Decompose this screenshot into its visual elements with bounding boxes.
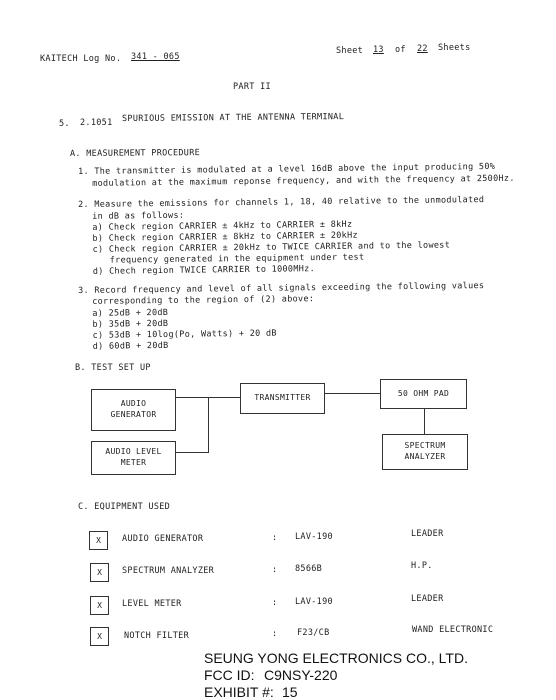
footer-company: SEUNG YONG ELECTRONICS CO., LTD. — [204, 650, 468, 666]
setup-heading: B. TEST SET UP — [75, 363, 151, 373]
step-3-item-b: b) 35dB + 20dB — [92, 318, 169, 330]
step-2-item-a: a) Check region CARRIER ± 4kHz to CARRIER ± 8kHz — [92, 219, 353, 233]
log-number: 341 - 065 — [131, 52, 180, 62]
section-code: 2.1051 — [80, 118, 113, 128]
step-2-line-2: in dB as follows: — [92, 210, 185, 222]
footer-exhibit-label: EXHIBIT #: — [204, 684, 274, 700]
spectrum-analyzer-block: SPECTRUM ANALYZER — [382, 434, 468, 470]
step-3-line-1: 3. Record frequency and level of all signals exceeding the following values — [77, 281, 485, 296]
step-2-item-c: c) Check region CARRIER ± 20kHz to TWICE CARRIER and to the lowest — [92, 240, 451, 255]
equipment-model: 8566B — [295, 564, 323, 574]
equipment-checkbox: X — [90, 563, 109, 582]
equipment-name: NOTCH FILTER — [124, 631, 190, 641]
connector-vertical-meter — [208, 397, 209, 453]
equipment-heading: C. EQUIPMENT USED — [78, 502, 171, 512]
equipment-name: SPECTRUM ANALYZER — [122, 566, 215, 576]
sheet-number: 13 — [373, 45, 384, 55]
step-3-item-c: c) 53dB + 10log(Po, Watts) + 20 dB — [92, 328, 277, 341]
equipment-checkbox: X — [90, 627, 109, 646]
sheet-of-label: of — [395, 45, 406, 55]
pad-block: 50 OHM PAD — [380, 379, 467, 409]
audio-generator-block: AUDIO GENERATOR — [91, 389, 176, 431]
equipment-colon: : — [272, 629, 278, 639]
equipment-model: LAV-190 — [295, 597, 333, 607]
step-2-item-c-cont: frequency generated in the equipment under test — [109, 252, 365, 266]
step-1-line-2: modulation at the maximum reponse frequency, and with the frequency at 2500Hz. — [92, 173, 515, 189]
connector-transmitter-pad — [325, 393, 380, 394]
step-3-item-a: a) 25dB + 20dB — [92, 307, 169, 319]
footer-exhibit-number: 15 — [282, 684, 298, 700]
equipment-model: LAV-190 — [295, 532, 333, 542]
connector-meter-horizontal — [176, 452, 209, 453]
equipment-colon: : — [272, 533, 278, 543]
equipment-maker: LEADER — [411, 594, 444, 604]
step-1-line-1: 1. The transmitter is modulated at a level 16dB above the input producing 50% — [77, 161, 496, 177]
step-2-item-b: b) Check region CARRIER ± 8kHz to CARRIER ± 20kHz — [92, 230, 358, 244]
connector-pad-analyzer — [424, 409, 425, 434]
equipment-maker: LEADER — [411, 529, 444, 539]
equipment-maker: H.P. — [411, 561, 433, 571]
step-2-line-1: 2. Measure the emissions for channels 1, 18, 40 relative to the unmodulated — [77, 195, 485, 210]
step-2-item-d: d) Chech region TWICE CARRIER to 1000MHz. — [92, 264, 316, 277]
equipment-name: LEVEL METER — [122, 599, 182, 609]
equipment-colon: : — [272, 598, 278, 608]
equipment-model: F23/CB — [297, 628, 330, 638]
transmitter-block: TRANSMITTER — [240, 383, 325, 414]
section-title: SPURIOUS EMISSION AT THE ANTENNA TERMINAL — [121, 112, 345, 124]
equipment-colon: : — [272, 565, 278, 575]
sheets-label: Sheets — [438, 43, 471, 53]
sheet-total: 22 — [417, 44, 428, 54]
log-label: KAITECH Log No. — [40, 54, 122, 64]
equipment-checkbox: X — [90, 596, 109, 615]
section-number: 5. — [59, 119, 70, 129]
equipment-maker: WAND ELECTRONIC — [412, 625, 494, 635]
equipment-name: AUDIO GENERATOR — [122, 534, 204, 544]
footer-fcc-id: C9NSY-220 — [264, 667, 338, 683]
measurement-heading: A. MEASUREMENT PROCEDURE — [69, 148, 201, 159]
equipment-checkbox: X — [89, 531, 108, 550]
audio-level-meter-block: AUDIO LEVEL METER — [91, 441, 176, 475]
footer-fcc-label: FCC ID: — [204, 667, 255, 683]
step-3-item-d: d) 60dB + 20dB — [92, 340, 169, 352]
step-3-line-2: corresponding to the region of (2) above: — [92, 294, 315, 307]
sheet-label: Sheet — [336, 46, 364, 56]
part-heading: PART II — [233, 82, 271, 92]
